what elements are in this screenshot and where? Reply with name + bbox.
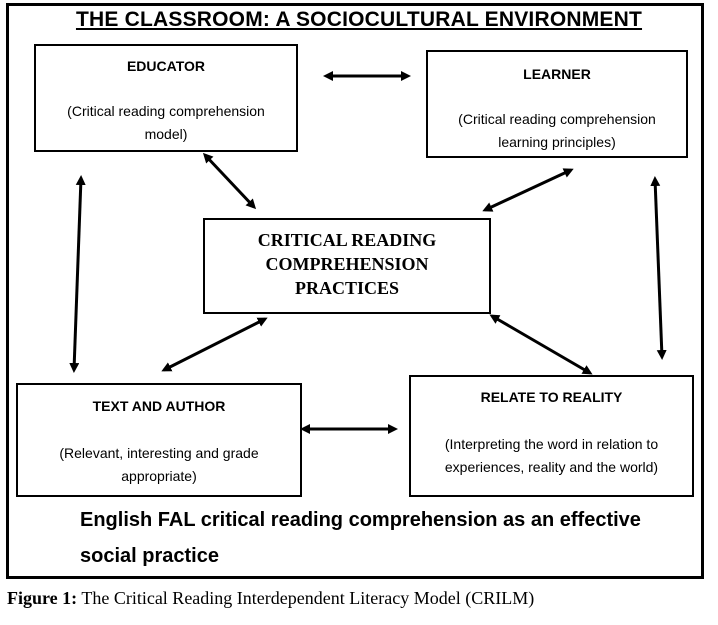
- figure-caption: [7, 588, 534, 609]
- footer-line2: social practice: [80, 545, 219, 567]
- text-author-desc-line2: appropriate): [121, 468, 197, 484]
- reality-desc-line1: (Interpreting the word in relation to: [444, 436, 659, 452]
- arrow-educator-text-author: [74, 178, 81, 370]
- learner-desc-line2: learning principles): [498, 134, 616, 150]
- center-line3: PRACTICES: [294, 278, 400, 298]
- educator-desc-line2: model): [144, 126, 188, 142]
- learner-heading: LEARNER: [523, 66, 591, 82]
- learner-desc-line1: (Critical reading comprehension: [458, 111, 656, 127]
- educator-desc-line1: (Critical reading comprehension: [67, 103, 265, 119]
- educator-heading: EDUCATOR: [126, 58, 206, 74]
- center-line1: CRITICAL READING: [257, 230, 437, 250]
- arrow-text-author-center: [164, 319, 265, 370]
- text-author-desc-line1: (Relevant, interesting and grade: [59, 445, 259, 461]
- caption-label: Figure 1:: [7, 588, 78, 608]
- footer-statement: [80, 502, 700, 574]
- arrow-learner-center: [485, 170, 571, 210]
- arrow-learner-reality: [655, 179, 662, 357]
- arrow-reality-center: [492, 316, 590, 373]
- diagram-title: THE CLASSROOM: A SOCIOCULTURAL ENVIRONMENT: [75, 8, 643, 31]
- caption-text: The Critical Reading Interdependent Literacy Model (CRILM): [81, 588, 535, 608]
- reality-desc-line2: experiences, reality and the world): [444, 459, 659, 475]
- text-author-heading: TEXT AND AUTHOR: [92, 398, 226, 414]
- arrow-educator-center: [205, 155, 254, 207]
- footer-line1: English FAL critical reading comprehension as an effective: [80, 509, 641, 531]
- reality-heading: RELATE TO REALITY: [480, 389, 623, 405]
- center-line2: COMPREHENSION: [265, 254, 429, 274]
